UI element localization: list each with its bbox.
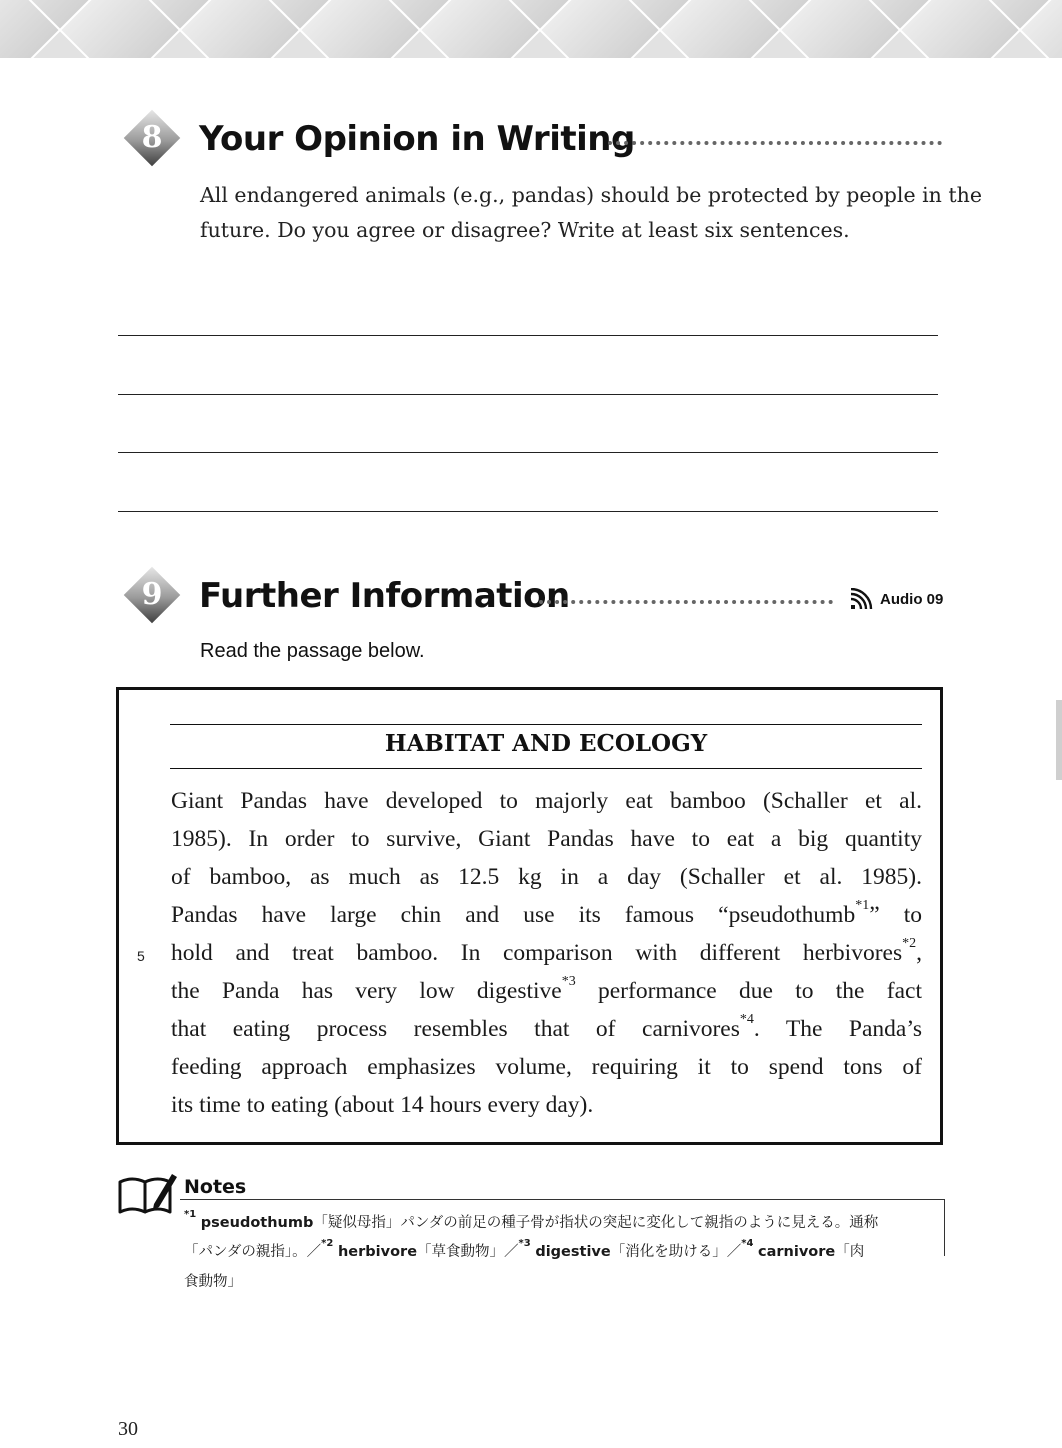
note-gloss: 「肉 [835, 1244, 865, 1260]
passage-text: ” to [869, 902, 922, 928]
audio-icon [850, 588, 876, 610]
passage-line: of bamboo, as much as 12.5 kg in a day (Schaller et al. 1985). [171, 864, 922, 890]
note-term: digestive [535, 1244, 611, 1260]
section-number: 8 [141, 120, 163, 155]
heading-rule-top [170, 724, 922, 725]
passage-line [171, 898, 922, 929]
section-number: 9 [141, 577, 163, 612]
passage-text: , [916, 940, 922, 966]
notes-title: Notes [184, 1176, 247, 1198]
note-gloss: 「草食動物」／ [417, 1244, 519, 1260]
line-number: 5 [137, 948, 145, 964]
note-term: carnivore [758, 1244, 836, 1260]
footnote-ref: *3 [561, 974, 576, 989]
note-mark: *2 [321, 1238, 334, 1249]
page-number: 30 [118, 1418, 138, 1440]
writing-prompt-line-2: future. Do you agree or disagree? Write at least six sentences. [200, 218, 850, 242]
note-line [184, 1240, 934, 1261]
note-mark: *4 [741, 1238, 754, 1249]
section-9-title: Further Information [199, 576, 570, 616]
passage-line: 1985). In order to survive, Giant Pandas have to eat a big quantity [171, 826, 922, 852]
section-8-title: Your Opinion in Writing [199, 119, 635, 159]
footnote-ref: *1 [855, 898, 870, 913]
passage-line [171, 974, 922, 1005]
audio-track[interactable] [850, 588, 943, 610]
header-band [0, 0, 1062, 58]
note-line [184, 1211, 934, 1232]
passage-text: . The Panda’s [753, 1016, 922, 1042]
passage-line: feeding approach emphasizes volume, requiring it to spend tons of [171, 1054, 922, 1080]
passage-heading: HABITAT AND ECOLOGY [384, 730, 708, 757]
section-9-badge [126, 569, 178, 621]
title-dotted-rule [608, 141, 942, 145]
writing-prompt-line-1: All endangered animals (e.g., pandas) should be protected by people in the [200, 183, 982, 207]
answer-line[interactable] [118, 394, 938, 395]
note-gloss: 「パンダの親指」。／ [184, 1244, 322, 1260]
section-8-badge [126, 112, 178, 164]
passage-text: performance due to the fact [575, 978, 922, 1004]
passage-line: its time to eating (about 14 hours every day). [171, 1092, 594, 1118]
answer-line[interactable] [118, 452, 938, 453]
passage-text: that eating process resembles that of carnivores [171, 1016, 740, 1042]
passage-line: Giant Pandas have developed to majorly eat bamboo (Schaller et al. [171, 788, 922, 814]
passage-text: the Panda has very low digestive [171, 978, 562, 1004]
title-dotted-rule [539, 600, 833, 604]
note-gloss: 食動物」 [184, 1274, 242, 1290]
footnote-ref: *2 [902, 936, 917, 951]
note-mark: *1 [184, 1209, 197, 1220]
answer-line[interactable] [118, 511, 938, 512]
heading-rule-bottom [170, 768, 922, 769]
audio-label: Audio 09 [880, 590, 944, 608]
note-term: herbivore [337, 1244, 418, 1260]
note-gloss: 「疑似母指」パンダの前足の種子骨が指状の突起に変化して親指のように見える。通称 [313, 1215, 879, 1231]
passage-line [171, 1012, 922, 1043]
note-line [184, 1270, 934, 1291]
page-edge-tab [1056, 700, 1062, 780]
notes-pencil-icon [116, 1170, 178, 1218]
answer-line[interactable] [118, 335, 938, 336]
passage-line [171, 936, 922, 967]
passage-text: Pandas have large chin and use its famous “pseudothumb [171, 902, 856, 928]
passage-text: hold and treat bamboo. In comparison with different herbivores [171, 940, 903, 966]
footnote-ref: *4 [739, 1012, 754, 1027]
note-gloss: 「消化を助ける」／ [610, 1244, 742, 1260]
note-term: pseudothumb [200, 1215, 314, 1231]
diamond-pattern [0, 0, 1062, 58]
note-mark: *3 [518, 1238, 531, 1249]
passage-instruction: Read the passage below. [200, 640, 425, 662]
